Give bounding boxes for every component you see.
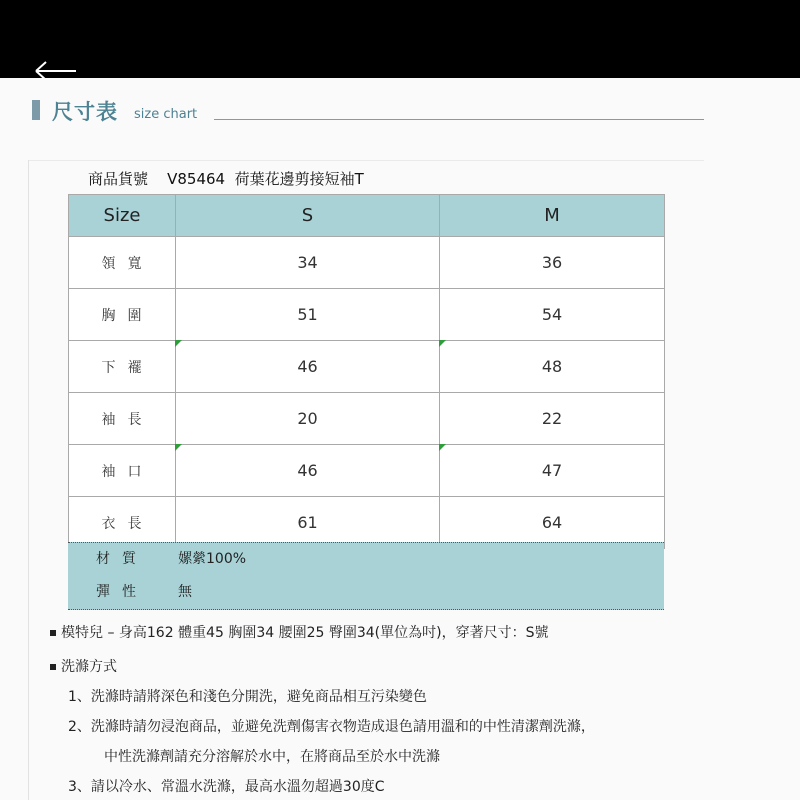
wash-item: 3、請以冷水、常溫水洗滌，最高水溫勿超過30度C: [68, 779, 385, 795]
wash-title: [50, 656, 117, 676]
wash-title-text: 洗滌方式: [61, 659, 117, 675]
column-header: S: [176, 195, 440, 237]
elastic-label: 彈性: [96, 584, 148, 600]
corner-tick-icon: [439, 444, 446, 451]
material-info: [68, 542, 664, 610]
table-row: [69, 341, 665, 393]
product-name: 荷葉花邊剪接短袖T: [234, 170, 364, 188]
product-code: V85464: [167, 170, 226, 188]
corner-tick-icon: [175, 444, 182, 451]
wash-item-continued: 中性洗滌劑請充分溶解於水中，在將商品至於水中洗滌: [104, 749, 440, 765]
row-label: 袖長: [69, 393, 176, 445]
bullet-icon: [50, 664, 56, 670]
corner-tick-icon: [175, 340, 182, 347]
table-row: [69, 289, 665, 341]
row-label: 胸圍: [69, 289, 176, 341]
header-divider: [214, 119, 704, 120]
material-value: 嫘縈100%: [178, 551, 247, 567]
header-marker: [32, 100, 40, 120]
cell-value: 64: [440, 497, 665, 549]
elastic-value: 無: [178, 584, 192, 600]
column-header: Size: [69, 195, 176, 237]
row-label: 領寬: [69, 237, 176, 289]
product-info: [88, 168, 364, 189]
cell-text: 46: [297, 461, 318, 480]
page-subtitle: size chart: [134, 107, 198, 122]
elastic-row: [96, 581, 192, 601]
cell-value: 34: [176, 237, 440, 289]
table-row: [69, 445, 665, 497]
product-label: 商品貨號: [88, 170, 149, 188]
table-row: [69, 497, 665, 549]
corner-tick-icon: [439, 340, 446, 347]
table-header-row: [69, 195, 665, 237]
cell-value: [176, 341, 440, 393]
size-chart-page: [0, 78, 800, 800]
row-label: 袖口: [69, 445, 176, 497]
row-label: 衣長: [69, 497, 176, 549]
cell-value: 61: [176, 497, 440, 549]
wash-item: 2、洗滌時請勿浸泡商品，並避免洗劑傷害衣物造成退色請用溫和的中性清潔劑洗滌，: [68, 719, 595, 735]
cell-value: 36: [440, 237, 665, 289]
cell-text: 47: [541, 461, 563, 480]
table-row: [69, 393, 665, 445]
panel-border-top: [28, 160, 704, 161]
panel-border-left: [28, 160, 29, 800]
page-title: 尺寸表: [52, 100, 118, 124]
wash-item: 1、洗滌時請將深色和淺色分開洗，避免商品相互污染變色: [68, 689, 427, 705]
model-note: [50, 622, 549, 642]
cell-value: 20: [176, 393, 440, 445]
row-label: 下襬: [69, 341, 176, 393]
cell-text: 48: [541, 357, 563, 376]
table-row: [69, 237, 665, 289]
cell-text: 46: [297, 357, 318, 376]
material-label: 材質: [96, 551, 148, 567]
cell-value: [176, 445, 440, 497]
size-table: [68, 194, 665, 549]
cell-value: 51: [176, 289, 440, 341]
model-text: 模特兒 – 身高162 體重45 胸圍34 腰圍25 臀圍34(單位為吋)，穿著尺寸：S號: [61, 625, 549, 641]
top-bar: [0, 0, 800, 78]
cell-value: 22: [440, 393, 665, 445]
column-header: M: [440, 195, 665, 237]
cell-value: [440, 445, 665, 497]
cell-value: 54: [440, 289, 665, 341]
material-row: [96, 548, 246, 568]
bullet-icon: [50, 630, 56, 636]
cell-value: [440, 341, 665, 393]
